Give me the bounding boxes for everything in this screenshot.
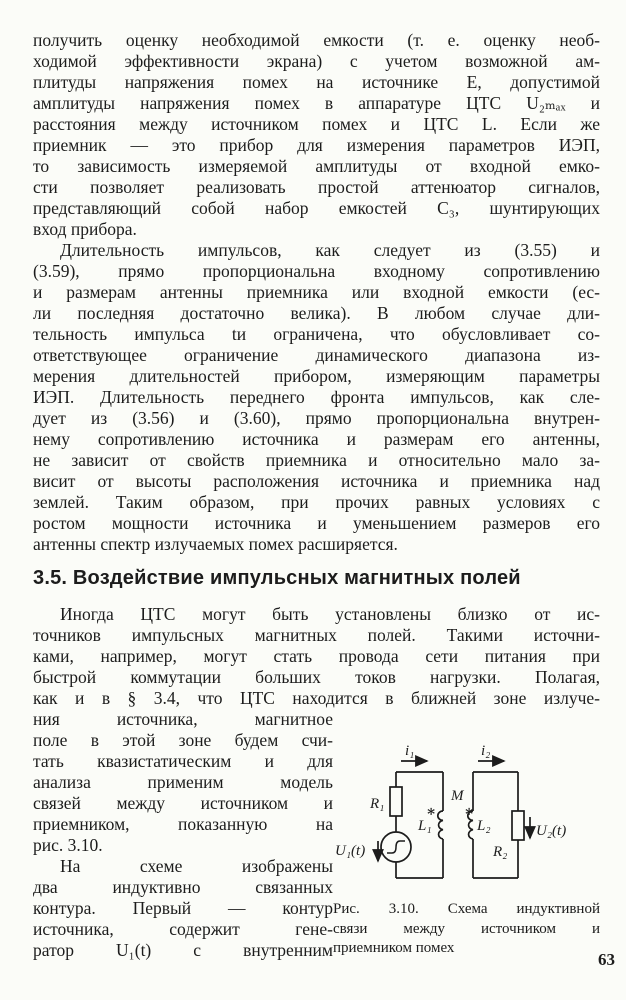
text-line: Иногда ЦТС могут быть установлены близко от ис- bbox=[60, 604, 600, 624]
text-line: приемником, показанную на bbox=[33, 814, 333, 834]
text-line: поле в этой зоне будем счи- bbox=[33, 730, 333, 750]
circuit-wires bbox=[378, 761, 530, 878]
text-line: плитуды напряжения помех на источнике E, допустимой bbox=[33, 72, 600, 92]
text-line: ками, например, могут стать провода сети питания при bbox=[33, 646, 600, 666]
paragraph-capacity-estimate bbox=[33, 30, 600, 240]
text-line: ратор U₁(t) с внутренним bbox=[33, 940, 333, 960]
text-line: приемник — это прибор для измерения параметров ИЭП, bbox=[33, 135, 600, 155]
text-line: быстрой коммутации больших токов нагрузки. Полагая, bbox=[33, 667, 600, 687]
text-line: амплитуды напряжения помех в аппаратуре ЦТС U₂ₘₐₓ и bbox=[33, 93, 600, 113]
text-line: дует из (3.56) и (3.60), прямо пропорциональна внутрен- bbox=[33, 408, 600, 428]
text-line: получить оценку необходимой емкости (т. е. оценку необ- bbox=[33, 30, 600, 50]
text-line: ния источника, магнитное bbox=[33, 709, 333, 729]
label-L2: L₂ bbox=[477, 818, 491, 834]
paragraph-magnetic-fields-cont bbox=[33, 709, 333, 856]
inductive-coupling-circuit-diagram bbox=[333, 717, 600, 897]
text-line: На схеме изображены bbox=[60, 856, 333, 876]
text-line: тать квазистатическим и для bbox=[33, 751, 333, 771]
label-L1: L₁ bbox=[418, 818, 432, 834]
figure-caption-text bbox=[333, 900, 600, 959]
text-line: связи между источником и bbox=[333, 920, 600, 937]
text-line: расстояния между источником помех и ЦТС L. Если же bbox=[33, 114, 600, 134]
text-line: два индуктивно связанных bbox=[33, 877, 333, 897]
text-line: точников импульсных магнитных полей. Такими источни- bbox=[33, 625, 600, 645]
paragraph-magnetic-fields-intro bbox=[33, 604, 600, 709]
text-line: приемником помех bbox=[333, 940, 455, 956]
text-line: вход прибора. bbox=[33, 219, 137, 239]
resistor-R2-symbol bbox=[512, 811, 524, 840]
figure-caption bbox=[333, 900, 600, 959]
text-line: ответствующее ограничение динамического диапазона из- bbox=[33, 345, 600, 365]
text-line: ростом мощности источника и уменьшением размеров его bbox=[33, 513, 600, 533]
label-U2: U₂(t) bbox=[536, 823, 567, 839]
text-line: нему сопротивлению источника и размерам его антенны, bbox=[33, 429, 600, 449]
text-line: ходимой эффективности экрана) с учетом возможной ам- bbox=[33, 51, 600, 71]
text-line: ИЭП. Длительность переднего фронта импульсов, как сле- bbox=[33, 387, 600, 407]
label-i1: i₁ bbox=[405, 743, 415, 759]
text-line: висит от высоты расположения источника и приемника над bbox=[33, 471, 600, 491]
wrapped-text-column bbox=[33, 709, 333, 961]
circuit-labels bbox=[335, 743, 566, 860]
text-line: ли последняя достаточно велика). В любом случае дли- bbox=[33, 303, 600, 323]
dot-mark-L1: ∗ bbox=[426, 804, 437, 820]
figure-3-10 bbox=[333, 709, 600, 961]
text-line: связей между источником и bbox=[33, 793, 333, 813]
text-line: тельность импульса tи ограничена, что обусловливает со- bbox=[33, 324, 600, 344]
label-i2: i₂ bbox=[481, 743, 491, 759]
text-line: землей. Таким образом, при прочих равных условиях с bbox=[33, 492, 600, 512]
label-U1: U₁(t) bbox=[335, 843, 366, 859]
text-line: Рис. 3.10. Схема индуктивной bbox=[333, 901, 600, 917]
text-line: антенны спектр излучаемых помех расширяется. bbox=[33, 534, 398, 554]
text-line: то зависимость измеряемой амплитуды от входной емко- bbox=[33, 156, 600, 176]
paragraph-circuit-description bbox=[33, 856, 333, 961]
text-line: (3.59), прямо пропорциональна входному сопротивлению bbox=[33, 261, 600, 281]
inductor-L1-coil bbox=[438, 811, 443, 839]
resistor-R1-symbol bbox=[390, 787, 402, 816]
section-heading-3-5: 3.5. Воздействие импульсных магнитных полей bbox=[33, 567, 521, 589]
text-line: Длительность импульсов, как следует из (3.55) и bbox=[60, 240, 600, 260]
text-line: и размерам антенны приемника или входной емкости (ес- bbox=[33, 282, 600, 302]
text-line: сти позволяет реализовать простой аттенюатор сигналов, bbox=[33, 177, 600, 197]
dot-mark-L2: ∗ bbox=[464, 804, 475, 820]
text-line: контура. Первый — контур bbox=[33, 898, 333, 918]
label-R1: R₁ bbox=[370, 796, 385, 812]
text-line: рис. 3.10. bbox=[33, 835, 103, 855]
text-line: анализа применим модель bbox=[33, 772, 333, 792]
paragraph-pulse-duration bbox=[33, 240, 600, 555]
text-line: не зависит от свойств приемника и относительно мало за- bbox=[33, 450, 600, 470]
text-line: как и в § 3.4, что ЦТС находится в ближней зоне излуче- bbox=[33, 688, 600, 708]
label-R2: R₂ bbox=[493, 844, 508, 860]
page-number: 63 bbox=[598, 950, 615, 969]
text-line: представляющий собой набор емкостей C₃, шунтирующих bbox=[33, 198, 600, 218]
text-figure-row bbox=[33, 709, 600, 961]
label-M: M bbox=[451, 788, 464, 804]
text-line: источника, содержит гене- bbox=[33, 919, 333, 939]
text-line: мерения длительностей прибором, измеряющим параметры bbox=[33, 366, 600, 386]
